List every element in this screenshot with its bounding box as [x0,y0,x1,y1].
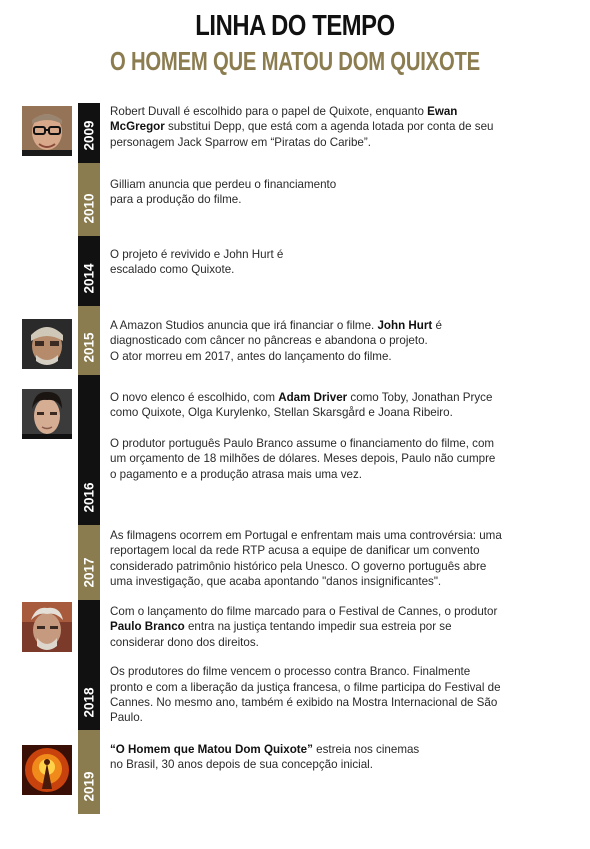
adam-driver-photo [22,389,72,439]
text-run: Robert Duvall é escolhido para o papel de Quixote, enquanto [110,105,428,118]
text-run: O novo elenco é escolhido, com [110,391,279,404]
text-run: As filmagens ocorrem em Portugal e enfrentam mais uma controvérsia: uma reportagem local da rede RTP acusa a equipe de danificar um convento considerado patrimônio histórico pela Unesco. O governo português abre uma investigação, que acaba apontando "danos insignificantes". [110,529,502,589]
text-run: entra na justiça tentando impedir sua estreia por se considerar dono dos direitos. [110,620,452,649]
text-run: para a produção do filme. [110,193,242,207]
year-label: 2018 [81,687,97,718]
entry-paragraph [110,318,505,364]
year-label: 2017 [81,557,97,588]
year-label: 2016 [81,482,97,513]
film-poster-photo [22,745,72,795]
year-bar-2010 [78,163,100,236]
entry-paragraph [110,604,505,650]
entry-text-2018 [110,604,505,726]
text-run: Gilliam anuncia que perdeu o financiamento [110,178,337,191]
text-run: Com o lançamento do filme marcado para o Festival de Cannes, o produtor [110,605,498,618]
entry-text-2016 [110,390,505,482]
entry-text-2010 [110,177,505,208]
entry-text-2017 [110,528,505,590]
text-run: O projeto é revivido e John Hurt é [110,248,284,261]
text-run: estreia nos cinemas [312,743,420,756]
entry-text-2015 [110,318,505,364]
year-bar-2014 [78,236,100,306]
text-run: substitui Depp, que está com a agenda lotada por conta de seu personagem Jack Sparrow em “Piratas do Caribe”. [110,120,494,149]
john-hurt-photo [22,319,72,369]
year-bar-2009 [78,103,100,163]
entry-paragraph [110,177,505,208]
text-run: O ator morreu em 2017, antes do lançamento do filme. [110,349,392,363]
entry-text-2014 [110,247,505,278]
text-run: é diagnosticado com câncer no pâncreas e abandona o projeto. [110,319,442,348]
text-run: no Brasil, 30 anos depois de sua concepção inicial. [110,758,373,772]
entry-paragraph [110,528,505,590]
year-label: 2010 [81,193,97,224]
text-run: escalado como Quixote. [110,263,235,277]
text-run: como Toby, Jonathan Pryce como Quixote, Olga Kurylenko, Stellan Skarsgård e Joana Ribeiro. [110,391,493,420]
year-bar-2015 [78,306,100,375]
year-bar-2018 [78,600,100,730]
entry-paragraph [110,742,505,773]
year-label: 2014 [81,263,97,294]
entry-paragraph [110,104,505,150]
entry-paragraph [110,247,505,278]
entry-paragraph [110,390,505,421]
text-run: Os produtores do filme vencem o processo contra Branco. Finalmente pronto e com a liberação da justiça francesa, o filme participa do Festival de Cannes. No mesmo ano, também é exibido na Mostra Internacional de São Paulo. [110,665,501,725]
year-bar-2017 [78,525,100,600]
page-title: LINHA DO TEMPO [195,10,395,42]
page-subtitle: O HOMEM QUE MATOU DOM QUIXOTE [110,46,480,76]
year-label: 2019 [81,771,97,802]
bold-name: “O Homem que Matou Dom Quixote” [110,743,313,756]
year-label: 2009 [81,120,97,151]
entry-text-2019 [110,742,505,773]
paulo-branco-photo [22,602,72,652]
text-run: O produtor português Paulo Branco assume o financiamento do filme, com um orçamento de 18 milhões de dólares. Meses depois, Paulo não cumpre o pagamento e a produção atrasa mais uma vez. [110,436,496,481]
bold-name: Ewan McGregor [110,105,458,134]
entry-paragraph [110,436,505,482]
entry-paragraph [110,664,505,726]
year-bar-2019 [78,730,100,814]
year-bar-2016 [78,375,100,525]
bold-name: Paulo Branco [110,620,185,634]
year-label: 2015 [81,332,97,363]
robert-duvall-photo [22,106,72,156]
text-run: A Amazon Studios anuncia que irá financiar o filme. [110,319,378,332]
bold-name: John Hurt [377,319,433,332]
bold-name: Adam Driver [278,391,348,404]
entry-text-2009 [110,104,505,150]
